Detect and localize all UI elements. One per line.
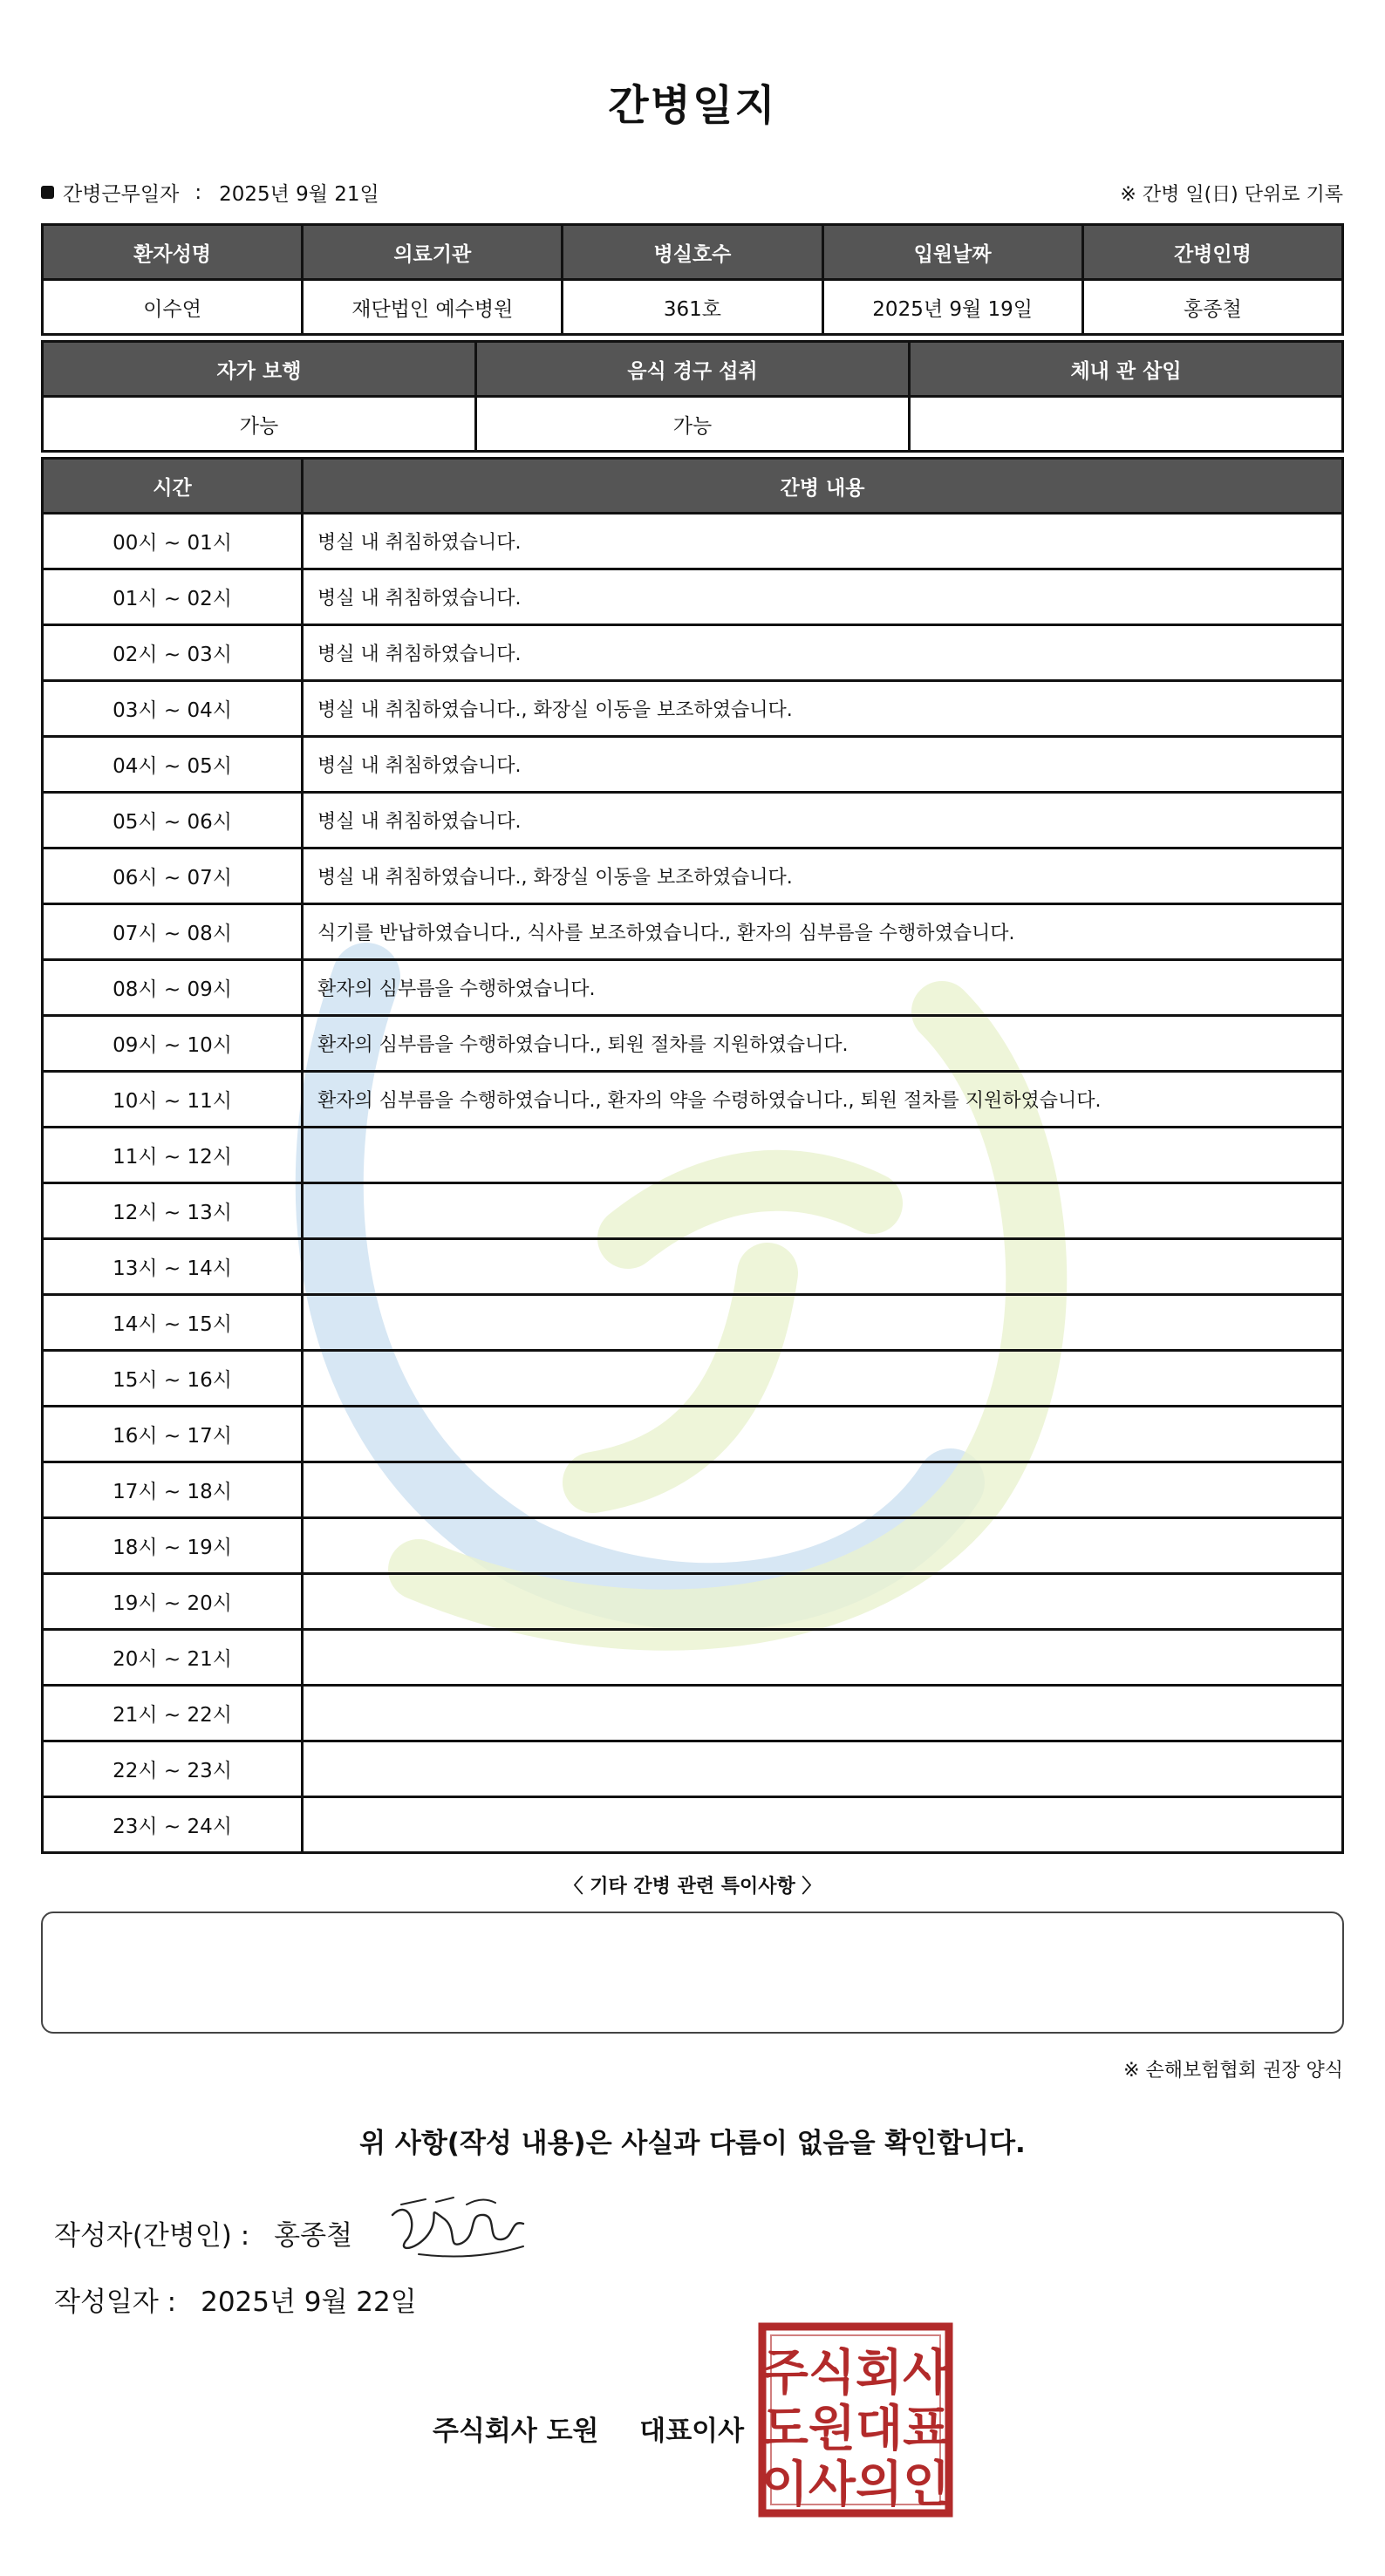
table-row — [43, 1797, 1343, 1853]
log-time: 11시 ~ 12시 — [43, 1128, 303, 1183]
log-time: 15시 ~ 16시 — [43, 1351, 303, 1407]
log-content: 병실 내 취침하였습니다. — [303, 625, 1343, 681]
patient-info-table — [41, 223, 1344, 336]
work-date-row: 간병근무일자 : 2025년 9월 21일 — [41, 178, 379, 207]
table-row — [43, 848, 1343, 904]
table-row — [43, 681, 1343, 737]
log-content: 병실 내 취침하였습니다. — [303, 737, 1343, 793]
log-content: 병실 내 취침하였습니다. — [303, 793, 1343, 848]
patient-name: 이수연 — [43, 280, 303, 335]
table-row — [43, 1574, 1343, 1630]
log-time: 22시 ~ 23시 — [43, 1741, 303, 1797]
admission-date: 2025년 9월 19일 — [822, 280, 1082, 335]
table-row — [43, 1016, 1343, 1072]
log-time: 23시 ~ 24시 — [43, 1797, 303, 1853]
log-content: 환자의 심부름을 수행하였습니다. — [303, 960, 1343, 1016]
writer-row — [54, 2213, 352, 2252]
log-content: 환자의 심부름을 수행하였습니다., 퇴원 절차를 지원하였습니다. — [303, 1016, 1343, 1072]
caregiver-name: 홍종철 — [1082, 280, 1342, 335]
header-admission-date: 입원날짜 — [822, 225, 1082, 280]
log-time: 05시 ~ 06시 — [43, 793, 303, 848]
table-row — [43, 1239, 1343, 1295]
company-title: 대표이사 — [639, 2416, 745, 2447]
log-content — [303, 1518, 1343, 1574]
table-row — [43, 904, 1343, 960]
log-content — [303, 1462, 1343, 1518]
writer-label: 작성자(간병인) : — [54, 2220, 250, 2252]
log-time: 06시 ~ 07시 — [43, 848, 303, 904]
header-room: 병실호수 — [563, 225, 822, 280]
work-date-value: 2025년 9월 21일 — [219, 183, 379, 206]
table-row — [43, 514, 1343, 569]
table-row — [43, 1630, 1343, 1686]
log-time: 18시 ~ 19시 — [43, 1518, 303, 1574]
bullet-square-icon — [41, 186, 54, 199]
table-row — [43, 1407, 1343, 1462]
header-time: 시간 — [43, 459, 303, 514]
log-time: 16시 ~ 17시 — [43, 1407, 303, 1462]
log-content: 식기를 반납하였습니다., 식사를 보조하였습니다., 환자의 심부름을 수행하였습니다. — [303, 904, 1343, 960]
log-content: 병실 내 취침하였습니다., 화장실 이동을 보조하였습니다. — [303, 681, 1343, 737]
log-content: 병실 내 취침하였습니다. — [303, 569, 1343, 625]
confirmation-statement: 위 사항(작성 내용)은 사실과 다름이 없음을 확인합니다. — [359, 2128, 1026, 2159]
care-log-table — [41, 457, 1344, 1854]
walking-status: 가능 — [43, 397, 476, 452]
company-signature-line — [433, 2409, 744, 2448]
log-content — [303, 1183, 1343, 1239]
tube-insertion-status — [910, 397, 1343, 452]
written-date-value: 2025년 9월 22일 — [201, 2286, 417, 2318]
table-row — [43, 1128, 1343, 1183]
log-content — [303, 1239, 1343, 1295]
log-content: 환자의 심부름을 수행하였습니다., 환자의 약을 수령하였습니다., 퇴원 절차를 지원하였습니다. — [303, 1072, 1343, 1128]
log-time: 21시 ~ 22시 — [43, 1686, 303, 1741]
company-seal-stamp — [757, 2321, 954, 2518]
company-name: 주식회사 도원 — [433, 2416, 599, 2447]
table-row — [43, 569, 1343, 625]
header-hospital: 의료기관 — [303, 225, 563, 280]
log-time: 20시 ~ 21시 — [43, 1630, 303, 1686]
log-content — [303, 1741, 1343, 1797]
log-time: 02시 ~ 03시 — [43, 625, 303, 681]
log-time: 07시 ~ 08시 — [43, 904, 303, 960]
oral-intake-status: 가능 — [476, 397, 910, 452]
page-title: 간병일지 — [608, 81, 777, 130]
table-row — [43, 1295, 1343, 1351]
written-date-label: 작성일자 : — [54, 2286, 177, 2318]
written-date-row — [54, 2280, 417, 2319]
log-time: 14시 ~ 15시 — [43, 1295, 303, 1351]
table-row — [43, 1072, 1343, 1128]
seal-line-2: 도원대표 — [761, 2401, 951, 2457]
header-oral-intake: 음식 경구 섭취 — [476, 342, 910, 397]
table-row — [43, 960, 1343, 1016]
table-row — [43, 1351, 1343, 1407]
record-unit-note: ※ 간병 일(日) 단위로 기록 — [1120, 184, 1343, 206]
log-time: 13시 ~ 14시 — [43, 1239, 303, 1295]
notes-box — [41, 1912, 1344, 2034]
table-row — [43, 1686, 1343, 1741]
seal-line-3: 이사의인 — [761, 2457, 951, 2513]
log-content: 병실 내 취침하였습니다. — [303, 514, 1343, 569]
log-time: 17시 ~ 18시 — [43, 1462, 303, 1518]
source-note: ※ 손해보험협회 권장 양식 — [1123, 2060, 1343, 2082]
table-row — [43, 1518, 1343, 1574]
table-row — [43, 1183, 1343, 1239]
log-content — [303, 1630, 1343, 1686]
patient-status-table — [41, 340, 1344, 453]
log-time: 10시 ~ 11시 — [43, 1072, 303, 1128]
log-content: 병실 내 취침하였습니다., 화장실 이동을 보조하였습니다. — [303, 848, 1343, 904]
log-time: 03시 ~ 04시 — [43, 681, 303, 737]
header-patient-name: 환자성명 — [43, 225, 303, 280]
log-time: 01시 ~ 02시 — [43, 569, 303, 625]
table-row — [43, 793, 1343, 848]
header-care-content: 간병 내용 — [303, 459, 1343, 514]
table-row — [43, 625, 1343, 681]
log-time: 04시 ~ 05시 — [43, 737, 303, 793]
table-row — [43, 1741, 1343, 1797]
table-row — [43, 737, 1343, 793]
log-time: 12시 ~ 13시 — [43, 1183, 303, 1239]
log-content — [303, 1574, 1343, 1630]
table-row — [43, 1462, 1343, 1518]
writer-name: 홍종철 — [274, 2220, 353, 2252]
log-content — [303, 1407, 1343, 1462]
log-time: 19시 ~ 20시 — [43, 1574, 303, 1630]
notes-title: 〈 기타 간병 관련 특이사항 〉 — [563, 1876, 822, 1898]
header-caregiver-name: 간병인명 — [1082, 225, 1342, 280]
log-content — [303, 1351, 1343, 1407]
work-date-label: 간병근무일자 — [63, 183, 180, 206]
log-time: 00시 ~ 01시 — [43, 514, 303, 569]
header-walking: 자가 보행 — [43, 342, 476, 397]
room-number: 361호 — [563, 280, 822, 335]
log-time: 08시 ~ 09시 — [43, 960, 303, 1016]
handwritten-signature — [384, 2180, 532, 2267]
log-time: 09시 ~ 10시 — [43, 1016, 303, 1072]
log-content — [303, 1797, 1343, 1853]
log-content — [303, 1128, 1343, 1183]
hospital-name: 재단법인 예수병원 — [303, 280, 563, 335]
header-tube-insertion: 체내 관 삽입 — [910, 342, 1343, 397]
log-content — [303, 1686, 1343, 1741]
seal-line-1: 주식회사 — [761, 2345, 951, 2402]
log-content — [303, 1295, 1343, 1351]
